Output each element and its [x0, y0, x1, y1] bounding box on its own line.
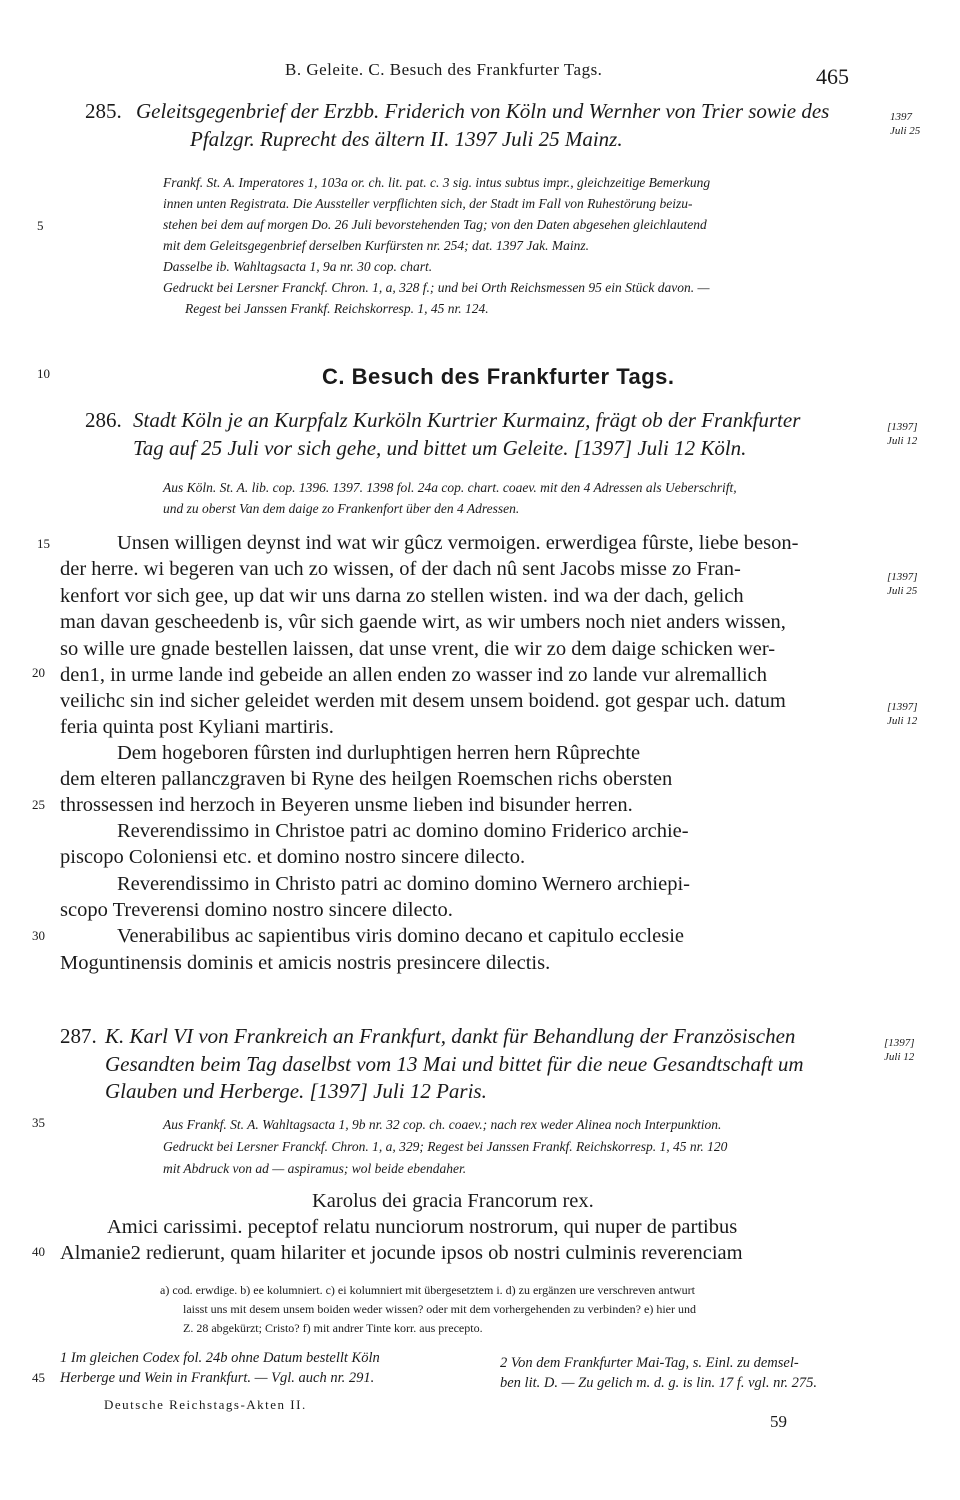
letter-line: Venerabilibus ac sapientibus viris domino decano et capitulo ecclesie	[117, 925, 684, 947]
line-number: 40	[32, 1244, 45, 1259]
doc-287-title-line: Gesandten beim Tag daselbst vom 13 Mai und bittet für die neue Gesandtschaft um	[105, 1052, 804, 1076]
letter-line: Reverendissimo in Christoe patri ac domino domino Friderico archie-	[117, 820, 689, 842]
letter-line: piscopo Coloniensi etc. et domino nostro sincere dilecto.	[60, 846, 526, 868]
letter-line: throssessen ind herzoch in Beyeren unsme lieben ind bisunder herren.	[60, 794, 633, 816]
letter-line: Unsen willigen deynst ind wat wir gûcz vermoigen. erwerdigea fûrste, liebe beson-	[117, 532, 799, 554]
variant-note: a) cod. erwdige. b) ee kolumniert. c) ei kolumniert mit übergesetztem i. d) zu ergänzen ure verschreven antwurt	[160, 1283, 696, 1297]
doc-287-number: 287.	[60, 1024, 97, 1048]
letter-line: Almanie2 redierunt, quam hilariter et jocunde ipsos ob nostri culminis reverenciam	[60, 1242, 743, 1264]
doc-286-margin-date-3: [1397] Juli 12	[887, 701, 918, 727]
line-number: 10	[37, 366, 50, 381]
salutation-title: Karolus dei gracia Francorum rex.	[312, 1190, 594, 1212]
line-number: 15	[37, 536, 50, 551]
letter-line: Dem hogeboren fûrsten ind durluphtigen herren hern Rûprechte	[117, 742, 641, 764]
letter-line: Moguntinensis dominis et amicis nostris presincere dilectis.	[60, 952, 551, 974]
letter-line: Amici carissimi. peceptof relatu nunciorum nostrorum, qui nuper de partibus	[107, 1216, 738, 1238]
letter-line: scopo Treverensi domino nostro sincere dilecto.	[60, 899, 453, 921]
letter-line: so wille ure gnade bestellen laissen, dat unse vrent, die wir zo dem daige schicken wer-	[60, 638, 776, 660]
doc-285-title-line: Geleitsgegenbrief der Erzbb. Friderich von Köln und Wernher von Trier sowie des	[136, 99, 830, 123]
variant-note: laisst uns mit desem unsem boiden weder wissen? oder mit dem vorhergehenden zu verbinden? e) hier und	[183, 1302, 696, 1316]
letter-line: den1, in urme lande ind gebeide an allen enden zo wasser ind zo lande vur alremallich	[60, 664, 767, 686]
doc-287-source-line: mit Abdruck von ad — aspiramus; wol beide ebendaher.	[163, 1161, 467, 1176]
doc-287-title-line: K. Karl VI von Frankreich an Frankfurt, dankt für Behandlung der Französischen	[105, 1024, 796, 1048]
footnote-left: 1 Im gleichen Codex fol. 24b ohne Datum bestellt Köln	[60, 1350, 380, 1366]
doc-287-title-line: Glauben und Herberge. [1397] Juli 12 Paris.	[105, 1079, 487, 1103]
doc-286-source-line: und zu oberst Van dem daige zo Frankenfort über den 4 Adressen.	[163, 501, 520, 516]
doc-286-title-line: Tag auf 25 Juli vor sich gehe, und bittet um Geleite. [1397] Juli 12 Köln.	[133, 436, 747, 460]
doc-285-source-line: Dasselbe ib. Wahltagsacta 1, 9a nr. 30 cop. chart.	[163, 259, 433, 274]
doc-285-number: 285.	[85, 99, 122, 123]
volume-signature: Deutsche Reichstags-Akten II.	[104, 1397, 307, 1412]
doc-285-source-line: stehen bei dem auf morgen Do. 26 Juli bevorstehenden Tag; von den Daten abgesehen gleichlautend	[163, 217, 707, 232]
doc-285-source-line: mit dem Geleitsgegenbrief derselben Kurfürsten nr. 254; dat. 1397 Jak. Mainz.	[163, 238, 589, 253]
line-number: 35	[32, 1115, 45, 1130]
line-number: 20	[32, 665, 45, 680]
letter-line: veilichc sin ind sicher geleidet werden mit desem unsem boidend. got gespar uch. datum	[60, 690, 786, 712]
doc-286-margin-date-2: [1397] Juli 25	[887, 571, 918, 597]
letter-line: kenfort vor sich gee, up dat wir uns darna zo stellen wisten. ind wa der dach, gelich	[60, 585, 744, 607]
doc-287-source-line: Aus Frankf. St. A. Wahltagsacta 1, 9b nr. 32 cop. ch. coaev.; nach rex weder Alinea noch Interpunktion.	[163, 1117, 722, 1132]
variant-note: Z. 28 abgekürzt; Cristo? f) mit andrer Tinte korr. aus precepto.	[183, 1321, 483, 1335]
running-title: B. Geleite. C. Besuch des Frankfurter Tags.	[285, 60, 603, 79]
line-number: 5	[37, 218, 44, 233]
doc-286-number: 286.	[85, 408, 122, 432]
doc-285-source-line: Regest bei Janssen Frankf. Reichskorresp. 1, 45 nr. 124.	[185, 301, 489, 316]
doc-286-source-line: Aus Köln. St. A. lib. cop. 1396. 1397. 1398 fol. 24a cop. chart. coaev. mit den 4 Adressen als Ueberschrift,	[163, 480, 737, 495]
footnote-left: Herberge und Wein in Frankfurt. — Vgl. auch nr. 291.	[60, 1370, 375, 1386]
sheet-number: 59	[770, 1412, 787, 1431]
doc-286-margin-date: [1397] Juli 12	[887, 421, 918, 447]
letter-line: man davan gescheedenb is, vûr sich gaende wirt, as wir umbers noch niet anders wissen,	[60, 611, 786, 633]
letter-line: feria quinta post Kyliani martiris.	[60, 716, 334, 738]
doc-287-source-line: Gedruckt bei Lersner Franckf. Chron. 1, a, 329; Regest bei Janssen Frankf. Reichskorresp. 1, 45 nr. 120	[163, 1139, 728, 1154]
line-number: 30	[32, 928, 45, 943]
doc-285-source-line: Frankf. St. A. Imperatores 1, 103a or. ch. lit. pat. c. 3 sig. intus subtus impr., gleichzeitige Bemerkung	[163, 175, 711, 190]
line-number: 45	[32, 1370, 45, 1385]
doc-287-margin-date: [1397] Juli 12	[884, 1037, 915, 1063]
doc-285-source-line: Gedruckt bei Lersner Franckf. Chron. 1, a, 328 f.; und bei Orth Reichsmessen 95 ein Stück davon. —	[163, 280, 710, 295]
letter-line: Reverendissimo in Christo patri ac domino domino Wernero archiepi-	[117, 873, 690, 895]
letter-line: der herre. wi begeren van uch zo wissen, of der dach nû sent Jacobs misse zo Fran-	[60, 558, 741, 580]
section-title: C. Besuch des Frankfurter Tags.	[322, 364, 675, 389]
footnote-right: 2 Von dem Frankfurter Mai-Tag, s. Einl. zu demsel-	[500, 1355, 799, 1371]
doc-286-title-line: Stadt Köln je an Kurpfalz Kurköln Kurtrier Kurmainz, frägt ob der Frankfurter	[133, 408, 801, 432]
line-number: 25	[32, 797, 45, 812]
page-number: 465	[816, 64, 849, 89]
doc-285-margin-date: 1397 Juli 25	[890, 111, 921, 137]
doc-285-title-line: Pfalzgr. Ruprecht des ältern II. 1397 Juli 25 Mainz.	[190, 127, 623, 151]
footnote-right: ben lit. D. — Zu gelich m. d. g. is lin. 17 f. vgl. nr. 275.	[500, 1375, 817, 1391]
letter-line: dem elteren pallanczgraven bi Ryne des heilgen Roemschen richs obersten	[60, 768, 673, 790]
doc-285-source-line: innen unten Registrata. Die Aussteller verpflichten sich, der Stadt im Fall von Ruhestörung beizu-	[163, 196, 693, 211]
